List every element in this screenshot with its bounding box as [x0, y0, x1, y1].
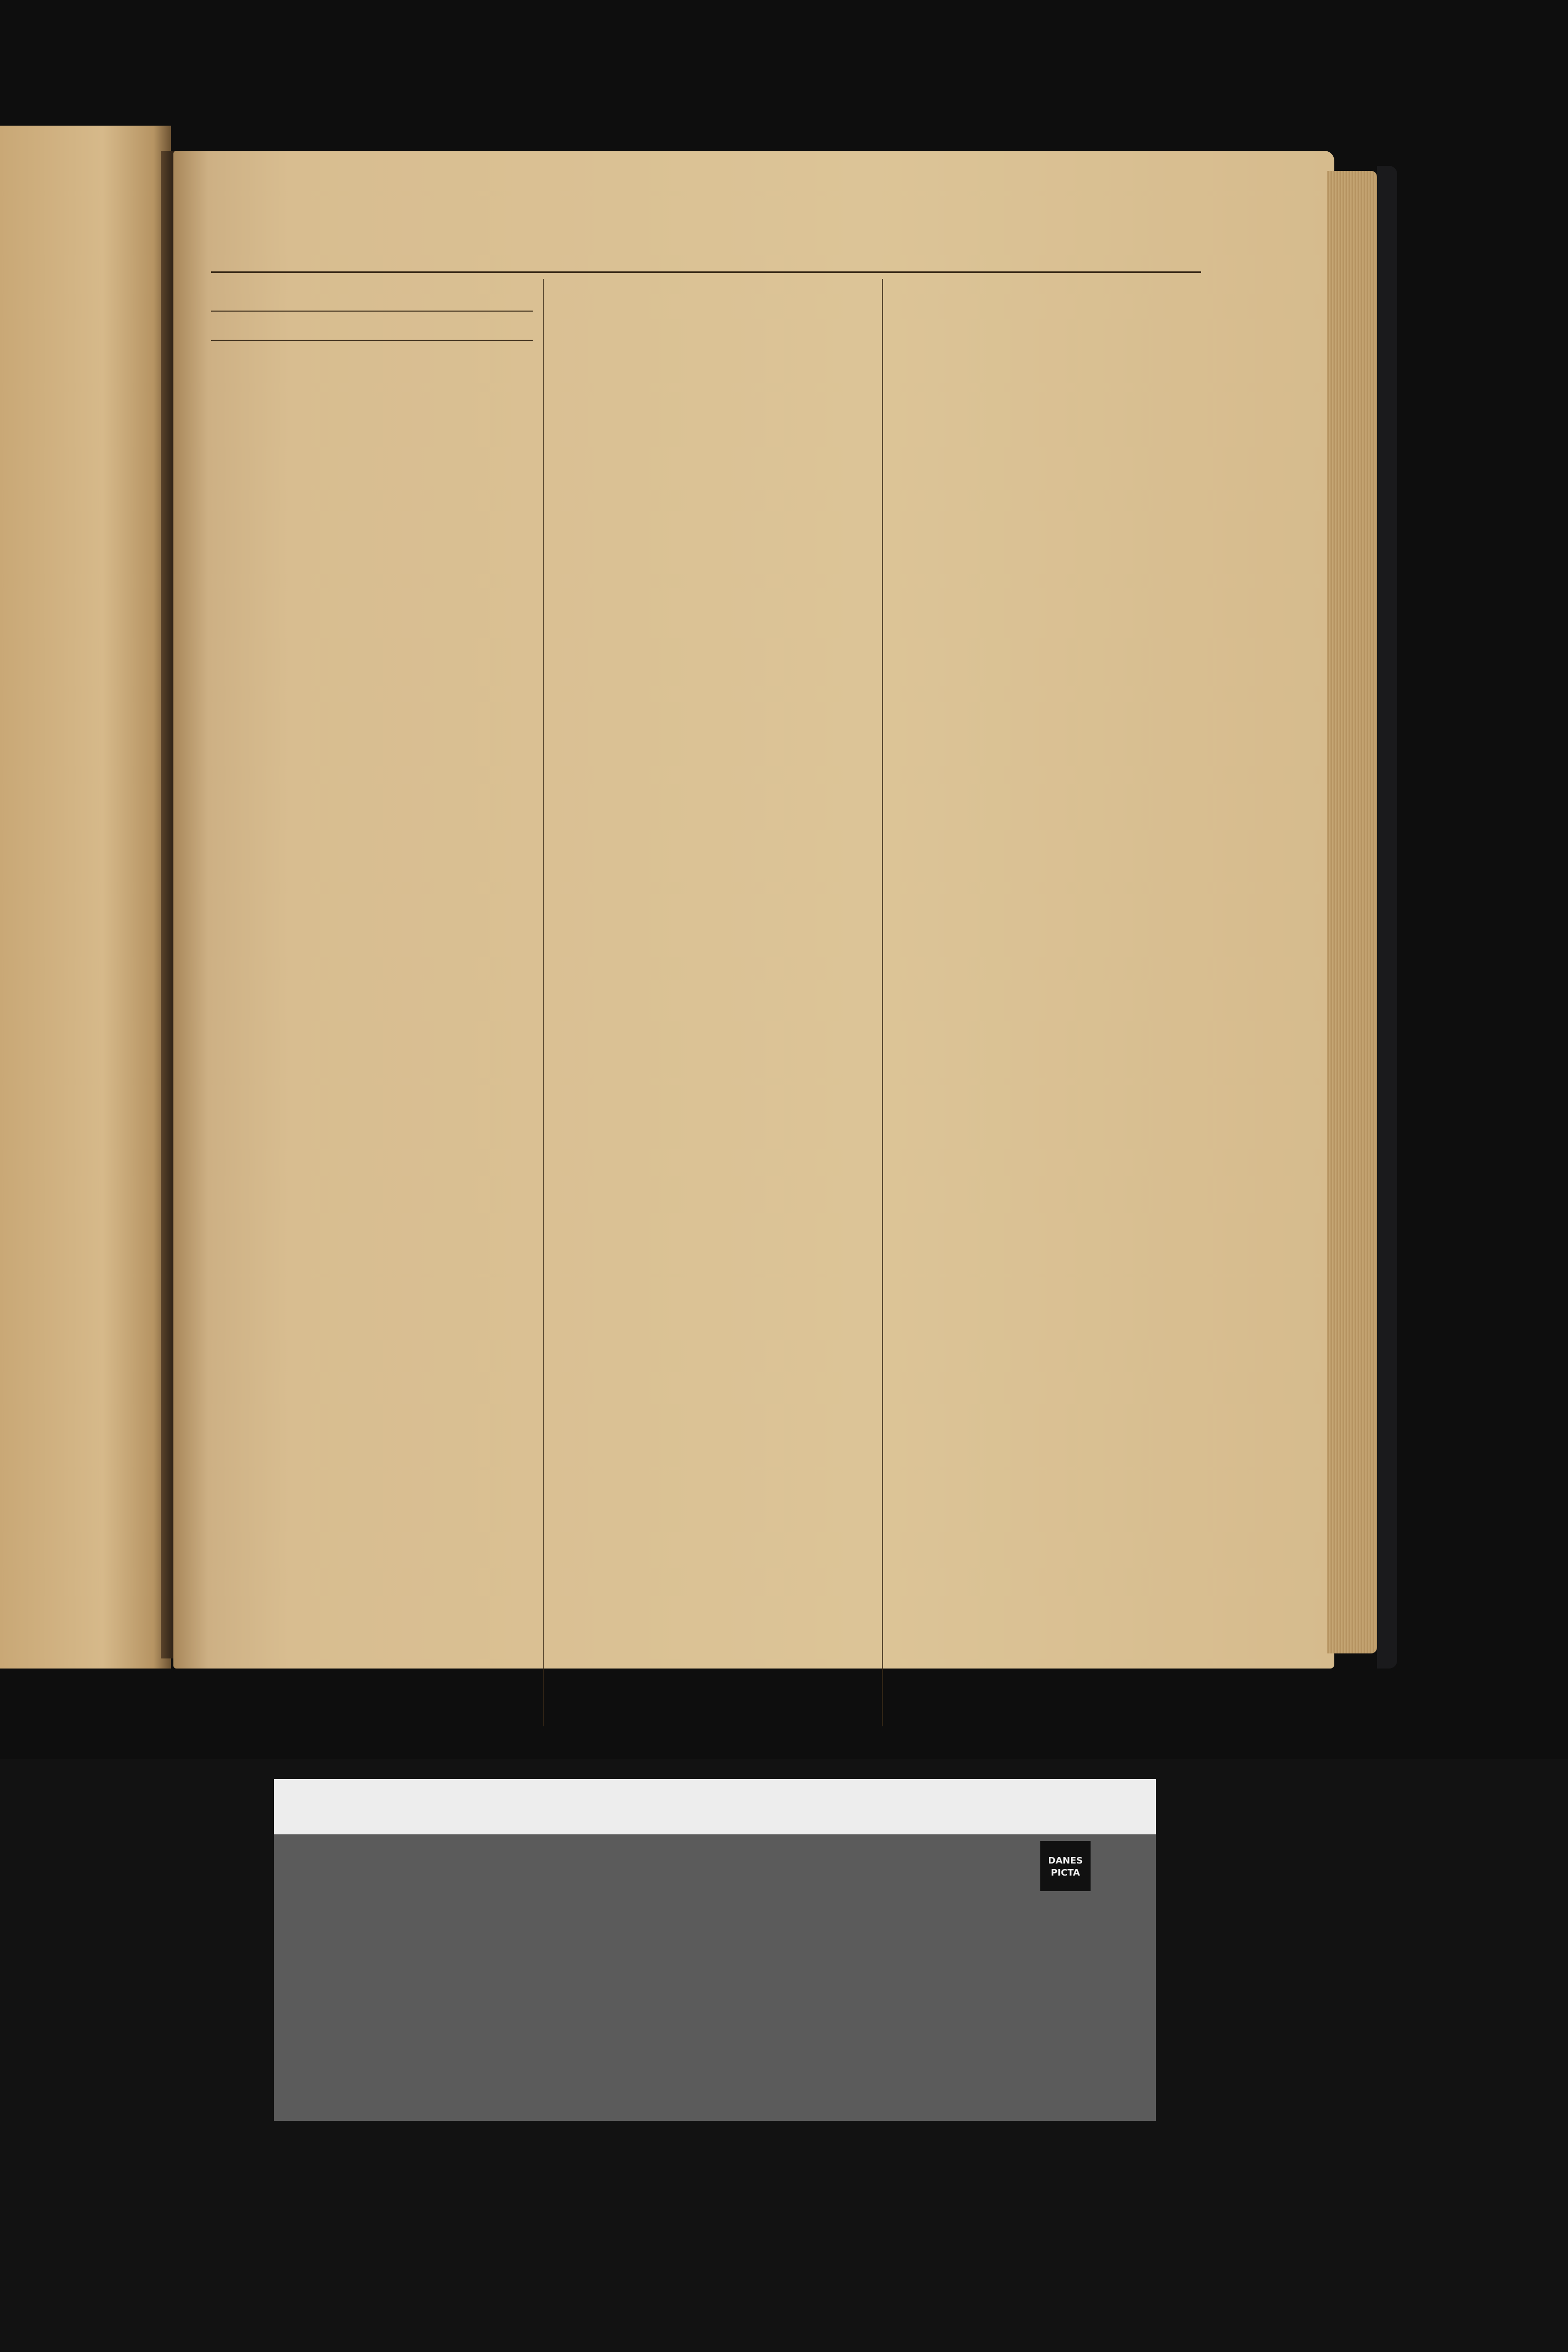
title-rule: [211, 311, 533, 312]
book-binding: [1377, 166, 1397, 1669]
measuring-ruler: [274, 1779, 1156, 1834]
text-column-2: [555, 284, 877, 1741]
logo-text: DANES: [1048, 1855, 1083, 1866]
text-column-3: [892, 284, 1214, 1741]
dateline-rule: [211, 340, 533, 341]
colour-chart: [274, 1779, 1156, 2121]
page-edges: [1327, 171, 1377, 1653]
left-page: [0, 126, 171, 1669]
text-column-1: [211, 382, 533, 1724]
svg-text:PICTA: PICTA: [1051, 1868, 1080, 1878]
column-rule: [882, 279, 883, 1726]
column-rule: [543, 279, 544, 1726]
header-rule: [211, 271, 1201, 273]
danes-picta-logo: [1038, 1838, 1093, 1894]
